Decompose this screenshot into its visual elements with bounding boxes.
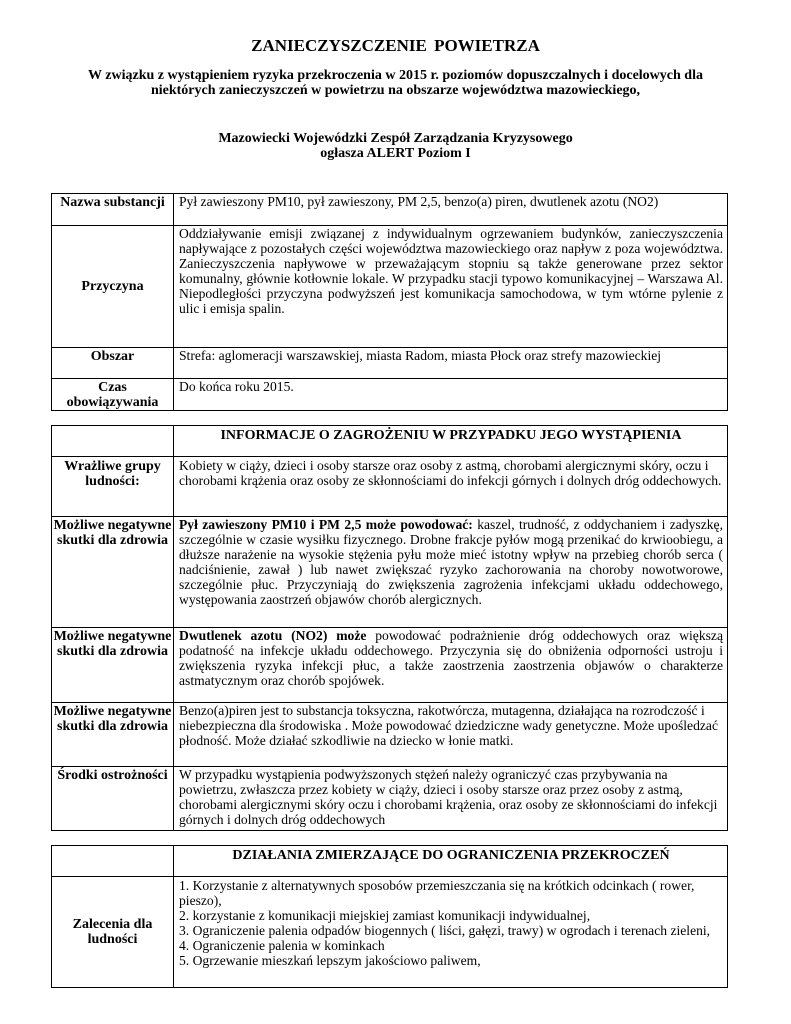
issuer-name: Mazowiecki Wojewódzki Zespół Zarządzania Kryzysowego xyxy=(218,131,573,146)
cause-value: Oddziaływanie emisji związanej z indywidualnym ogrzewaniem budynków, zanieczyszczenia napływające z pozostałych części województwa mazowieckiego oraz napływ z poza województwa. Zanieczyszczenia napływowe w przeważającym stopniu są także generowane przez sektor komunalny, głównie kotłownie lokale. W przypadku stacji typowo komunikacyjnej – Warszawa Al. Niepodległości przyczyna podwyższeń jest komunikacja samochodowa, w tym wtórne pylenie z ulic i emisja spalin. xyxy=(179,226,723,316)
list-item: 4. Ograniczenie palenia w kominkach xyxy=(179,937,385,953)
recommendations-list xyxy=(179,879,723,968)
pm-effects-text: kaszel, trudność, z oddychaniem i zadyszkę, szczególnie w czasie wysiłku fizycznego. Drobne frakcje pyłów mogą przenikać do krwioobiegu, a dłuższe narażenie na wysokie stężenia pyłu może mieć istotny wpływ na przebieg chorób serca ( nadciśnienie, zawał ) lub nawet zwiększać ryzyko zachorowania na choroby nowotworowe, szczególnie płuc. Przyczyniają do zwiększenia zagrożenia infekcjami układu oddechowego, występowania zaostrzeń objawów chorób alergicznych. xyxy=(179,517,723,607)
sensitive-groups-label: Wrażliwe grupy ludności: xyxy=(52,457,174,516)
table-row xyxy=(52,426,727,456)
table-row xyxy=(52,627,727,702)
alert-level: ogłasza ALERT Poziom I xyxy=(320,146,471,161)
list-item: 5. Ogrzewanie mieszkań lepszym jakościowo paliwem, xyxy=(179,952,481,968)
pm-effects-value xyxy=(179,518,723,607)
table-row xyxy=(52,846,727,876)
table-row xyxy=(52,378,727,410)
substance-label: Nazwa substancji xyxy=(52,194,174,225)
benzopyrene-effects-value: Benzo(a)piren jest to substancja toksyczna, rakotwórcza, mutagenna, działająca na rozrodczość i niebezpieczna dla środowiska . Może powodować dziedziczne wady genetyczne. Może upośledzać płodność. Może działać szkodliwie na dziecko w łonie matki. xyxy=(179,703,718,748)
table-row xyxy=(52,456,727,516)
health-effects-label: Możliwe negatywne skutki dla zdrowia xyxy=(52,517,174,627)
section-header: INFORMACJE O ZAGROŻENIU W PRZYPADKU JEGO WYSTĄPIENIA xyxy=(220,428,682,443)
substance-table xyxy=(51,193,728,411)
table-row xyxy=(52,194,727,225)
table-row xyxy=(52,516,727,627)
validity-value: Do końca roku 2015. xyxy=(179,379,294,394)
table-row xyxy=(52,225,727,347)
table-row xyxy=(52,766,727,830)
list-item: 3. Ograniczenie palenia odpadów biogennych ( liści, gałęzi, trawy) w ogrodach i terenach zieleni, xyxy=(179,922,711,938)
no2-effects-text: powodować podrażnienie dróg oddechowych oraz większą podatność na infekcje układu oddechowego. Przyczynia się do obniżenia odporności ustroju i zwiększenia ryzyka infekcji płuc, a także zaostrzenia zaostrzenia objawów o charakterze astmatycznym oraz chorób spojówek. xyxy=(179,628,723,688)
no2-effects-heading: Dwutlenek azotu (NO2) może xyxy=(179,628,367,643)
substance-value: Pył zawieszony PM10, pył zawieszony, PM 2,5, benzo(a) piren, dwutlenek azotu (NO2) xyxy=(179,194,659,209)
cause-label: Przyczyna xyxy=(52,226,174,347)
health-effects-label: Możliwe negatywne skutki dla zdrowia xyxy=(52,628,174,702)
sensitive-groups-value: Kobiety w ciąży, dzieci i osoby starsze oraz osoby z astmą, chorobami alergicznymi skóry, oczu i chorobami krążenia oraz osoby ze skłonnościami do infekcji górnych i dolnych dróg oddechowych. xyxy=(179,458,722,488)
recommendations-label: Zalecenia dla ludności xyxy=(52,877,174,987)
precautions-value: W przypadku wystąpienia podwyższonych stężeń należy ograniczyć czas przybywania na powietrzu, zwłaszcza przez kobiety w ciąży, dzieci i osoby starsze oraz przez osoby z astmą, chorobami alergicznymi skóry oczu i chorobami krążenia, oraz osoby ze skłonnościami do infekcji górnych i dolnych dróg oddechowych xyxy=(179,767,718,827)
list-item: 2. korzystanie z komunikacji miejskiej zamiast komunikacji indywidualnej, xyxy=(179,907,591,923)
area-label: Obszar xyxy=(52,348,174,378)
issuer-block xyxy=(60,131,731,161)
section-header: DZIAŁANIA ZMIERZAJĄCE DO OGRANICZENIA PRZEKROCZEŃ xyxy=(232,848,670,863)
validity-label: Czas obowiązywania xyxy=(52,379,174,410)
alert-subtitle: W związku z wystąpieniem ryzyka przekroczenia w 2015 r. poziomów dopuszczalnych i docelowych dla niektórych zanieczyszczeń w powietrzu na obszarze województwa mazowieckiego, xyxy=(88,68,703,98)
precautions-label: Środki ostrożności xyxy=(52,767,174,830)
no2-effects-value xyxy=(179,629,723,689)
page-title: ZANIECZYSZCZENIE POWIETRZA xyxy=(251,36,540,55)
health-effects-label: Możliwe negatywne skutki dla zdrowia xyxy=(52,703,174,766)
column-divider xyxy=(173,426,174,456)
table-row xyxy=(52,876,727,987)
table-row xyxy=(52,347,727,378)
pm-effects-heading: Pył zawieszony PM10 i PM 2,5 może powodować: xyxy=(179,517,473,532)
actions-table xyxy=(51,845,728,988)
area-value: Strefa: aglomeracji warszawskiej, miasta Radom, miasta Płock oraz strefy mazowieckiej xyxy=(179,348,662,363)
table-row xyxy=(52,702,727,766)
list-item: 1. Korzystanie z alternatywnych sposobów przemieszczania się na krótkich odcinkach ( rower, pieszo), xyxy=(179,878,695,908)
health-info-table xyxy=(51,425,728,831)
column-divider xyxy=(173,846,174,876)
